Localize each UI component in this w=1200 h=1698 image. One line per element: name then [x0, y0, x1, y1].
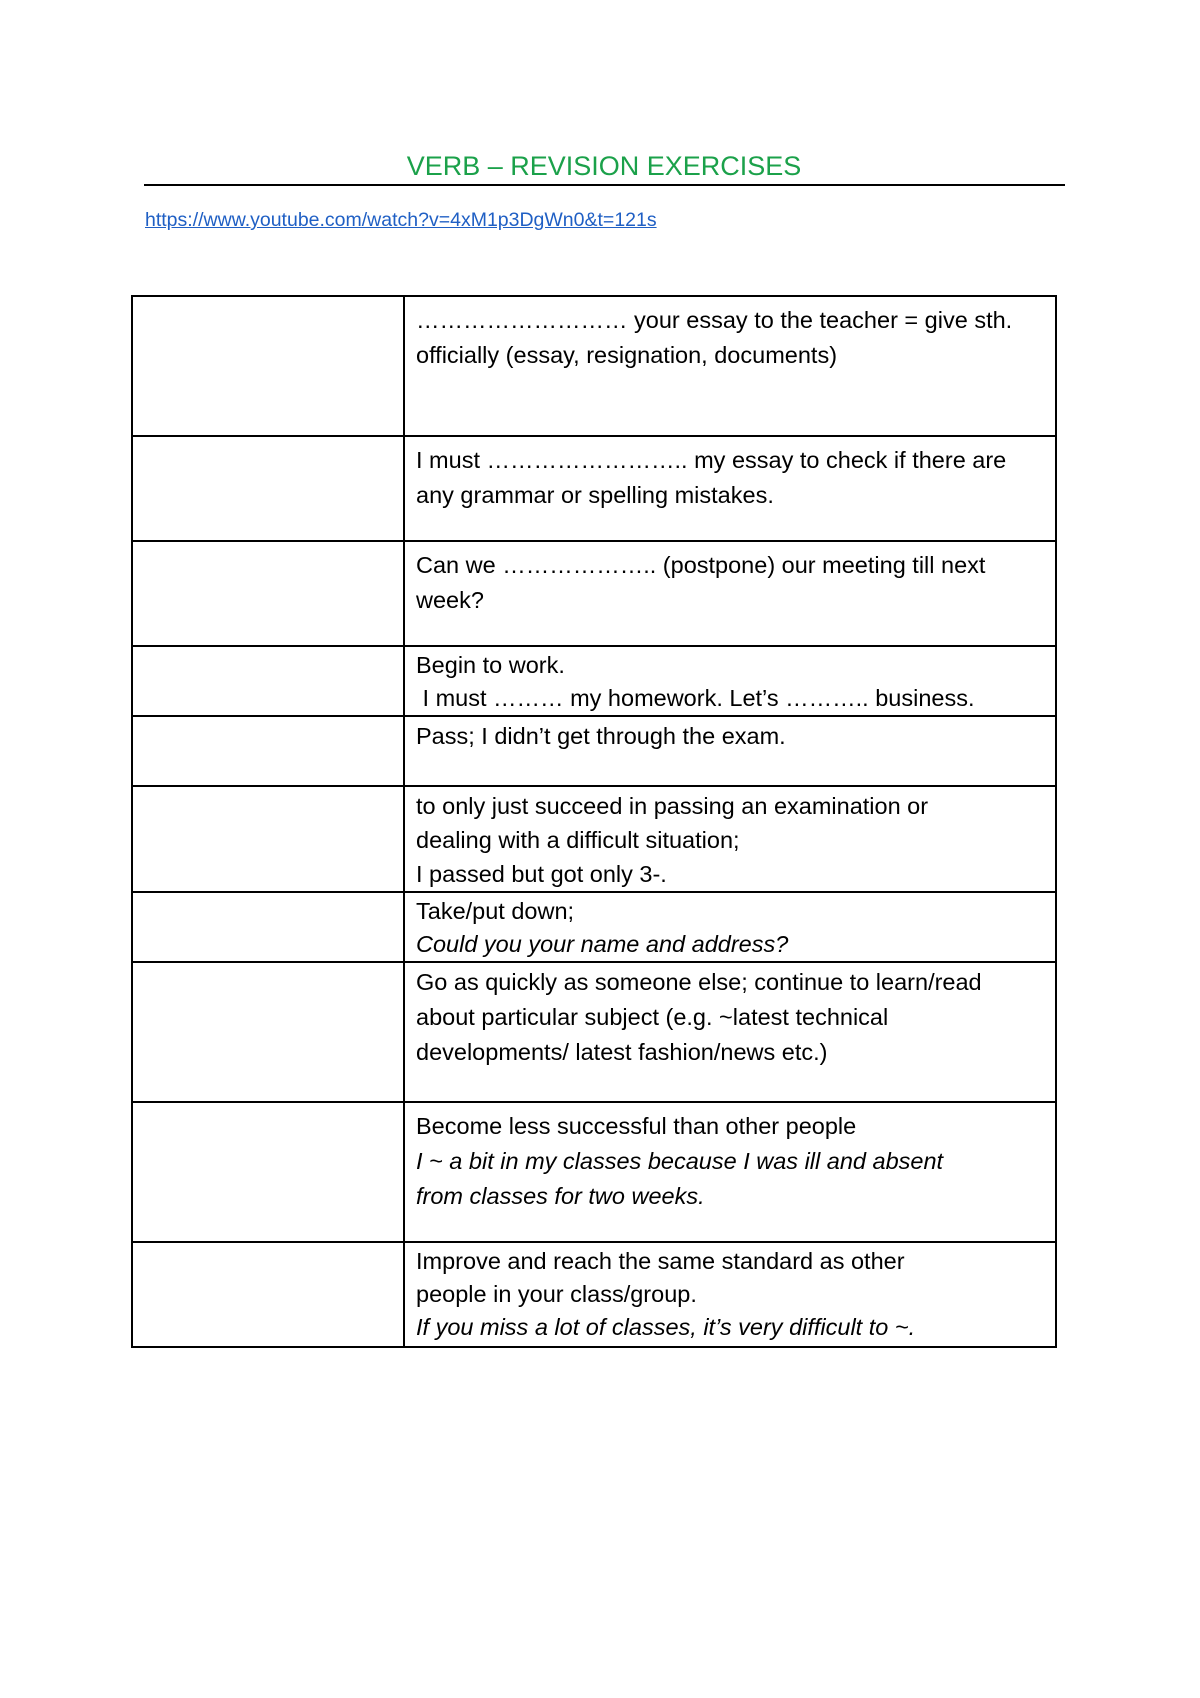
definition-line: I passed but got only 3-.	[416, 861, 667, 887]
table-row	[132, 541, 1056, 646]
answer-cell[interactable]	[132, 541, 404, 646]
exercise-table	[131, 295, 1057, 1348]
definition-line: people in your class/group.	[416, 1281, 697, 1307]
table-row	[132, 716, 1056, 786]
answer-cell[interactable]	[132, 962, 404, 1102]
definition-cell	[404, 436, 1056, 541]
definition-line: Take/put down;	[416, 898, 575, 924]
definition-line: developments/ latest fashion/news etc.)	[416, 1039, 828, 1065]
answer-cell[interactable]	[132, 892, 404, 962]
example-sentence: If you miss a lot of classes, it’s very difficult to ~.	[416, 1314, 916, 1340]
definition-line: officially (essay, resignation, documents)	[416, 342, 838, 368]
definition-line: Become less successful than other people	[416, 1113, 857, 1139]
table-row	[132, 786, 1056, 892]
definition-line: I must ……… my homework. Let’s ……….. business.	[416, 685, 975, 711]
table-row	[132, 1102, 1056, 1242]
answer-cell[interactable]	[132, 786, 404, 892]
definition-cell	[404, 1102, 1056, 1242]
definition-cell	[404, 646, 1056, 716]
example-sentence: I ~ a bit in my classes because I was ill and absent	[416, 1148, 944, 1174]
answer-cell[interactable]	[132, 646, 404, 716]
definition-cell	[404, 716, 1056, 786]
answer-cell[interactable]	[132, 436, 404, 541]
definition-line: dealing with a difficult situation;	[416, 827, 740, 853]
example-sentence: Could you your name and address?	[416, 931, 789, 957]
definition-cell	[404, 892, 1056, 962]
definition-line: about particular subject (e.g. ~latest technical	[416, 1004, 889, 1030]
definition-line: to only just succeed in passing an examination or	[416, 793, 929, 819]
table-row	[132, 962, 1056, 1102]
table-row	[132, 436, 1056, 541]
definition-cell	[404, 1242, 1056, 1347]
table-row	[132, 646, 1056, 716]
answer-cell[interactable]	[132, 1242, 404, 1347]
definition-line: Go as quickly as someone else; continue to learn/read	[416, 969, 982, 995]
definition-cell	[404, 296, 1056, 436]
title-underline-divider	[144, 184, 1065, 186]
youtube-link[interactable]: https://www.youtube.com/watch?v=4xM1p3DgWn0&t=121s	[145, 209, 657, 231]
answer-cell[interactable]	[132, 716, 404, 786]
example-sentence: from classes for two weeks.	[416, 1183, 705, 1209]
document-title: VERB – REVISION EXERCISES	[406, 151, 802, 181]
definition-cell	[404, 962, 1056, 1102]
table-row	[132, 892, 1056, 962]
definition-cell	[404, 541, 1056, 646]
answer-cell[interactable]	[132, 1102, 404, 1242]
answer-cell[interactable]	[132, 296, 404, 436]
definition-line: ……………………… your essay to the teacher = give sth.	[416, 307, 1013, 333]
definition-line: week?	[416, 587, 484, 613]
definition-line: I must …………………….. my essay to check if there are	[416, 447, 1007, 473]
definition-line: Improve and reach the same standard as other	[416, 1248, 905, 1274]
definition-line: any grammar or spelling mistakes.	[416, 482, 774, 508]
definition-line: Begin to work.	[416, 652, 565, 678]
definition-line: Can we ……………….. (postpone) our meeting till next	[416, 552, 986, 578]
definition-line: Pass; I didn’t get through the exam.	[416, 723, 786, 749]
table-row	[132, 296, 1056, 436]
definition-cell	[404, 786, 1056, 892]
table-row	[132, 1242, 1056, 1347]
